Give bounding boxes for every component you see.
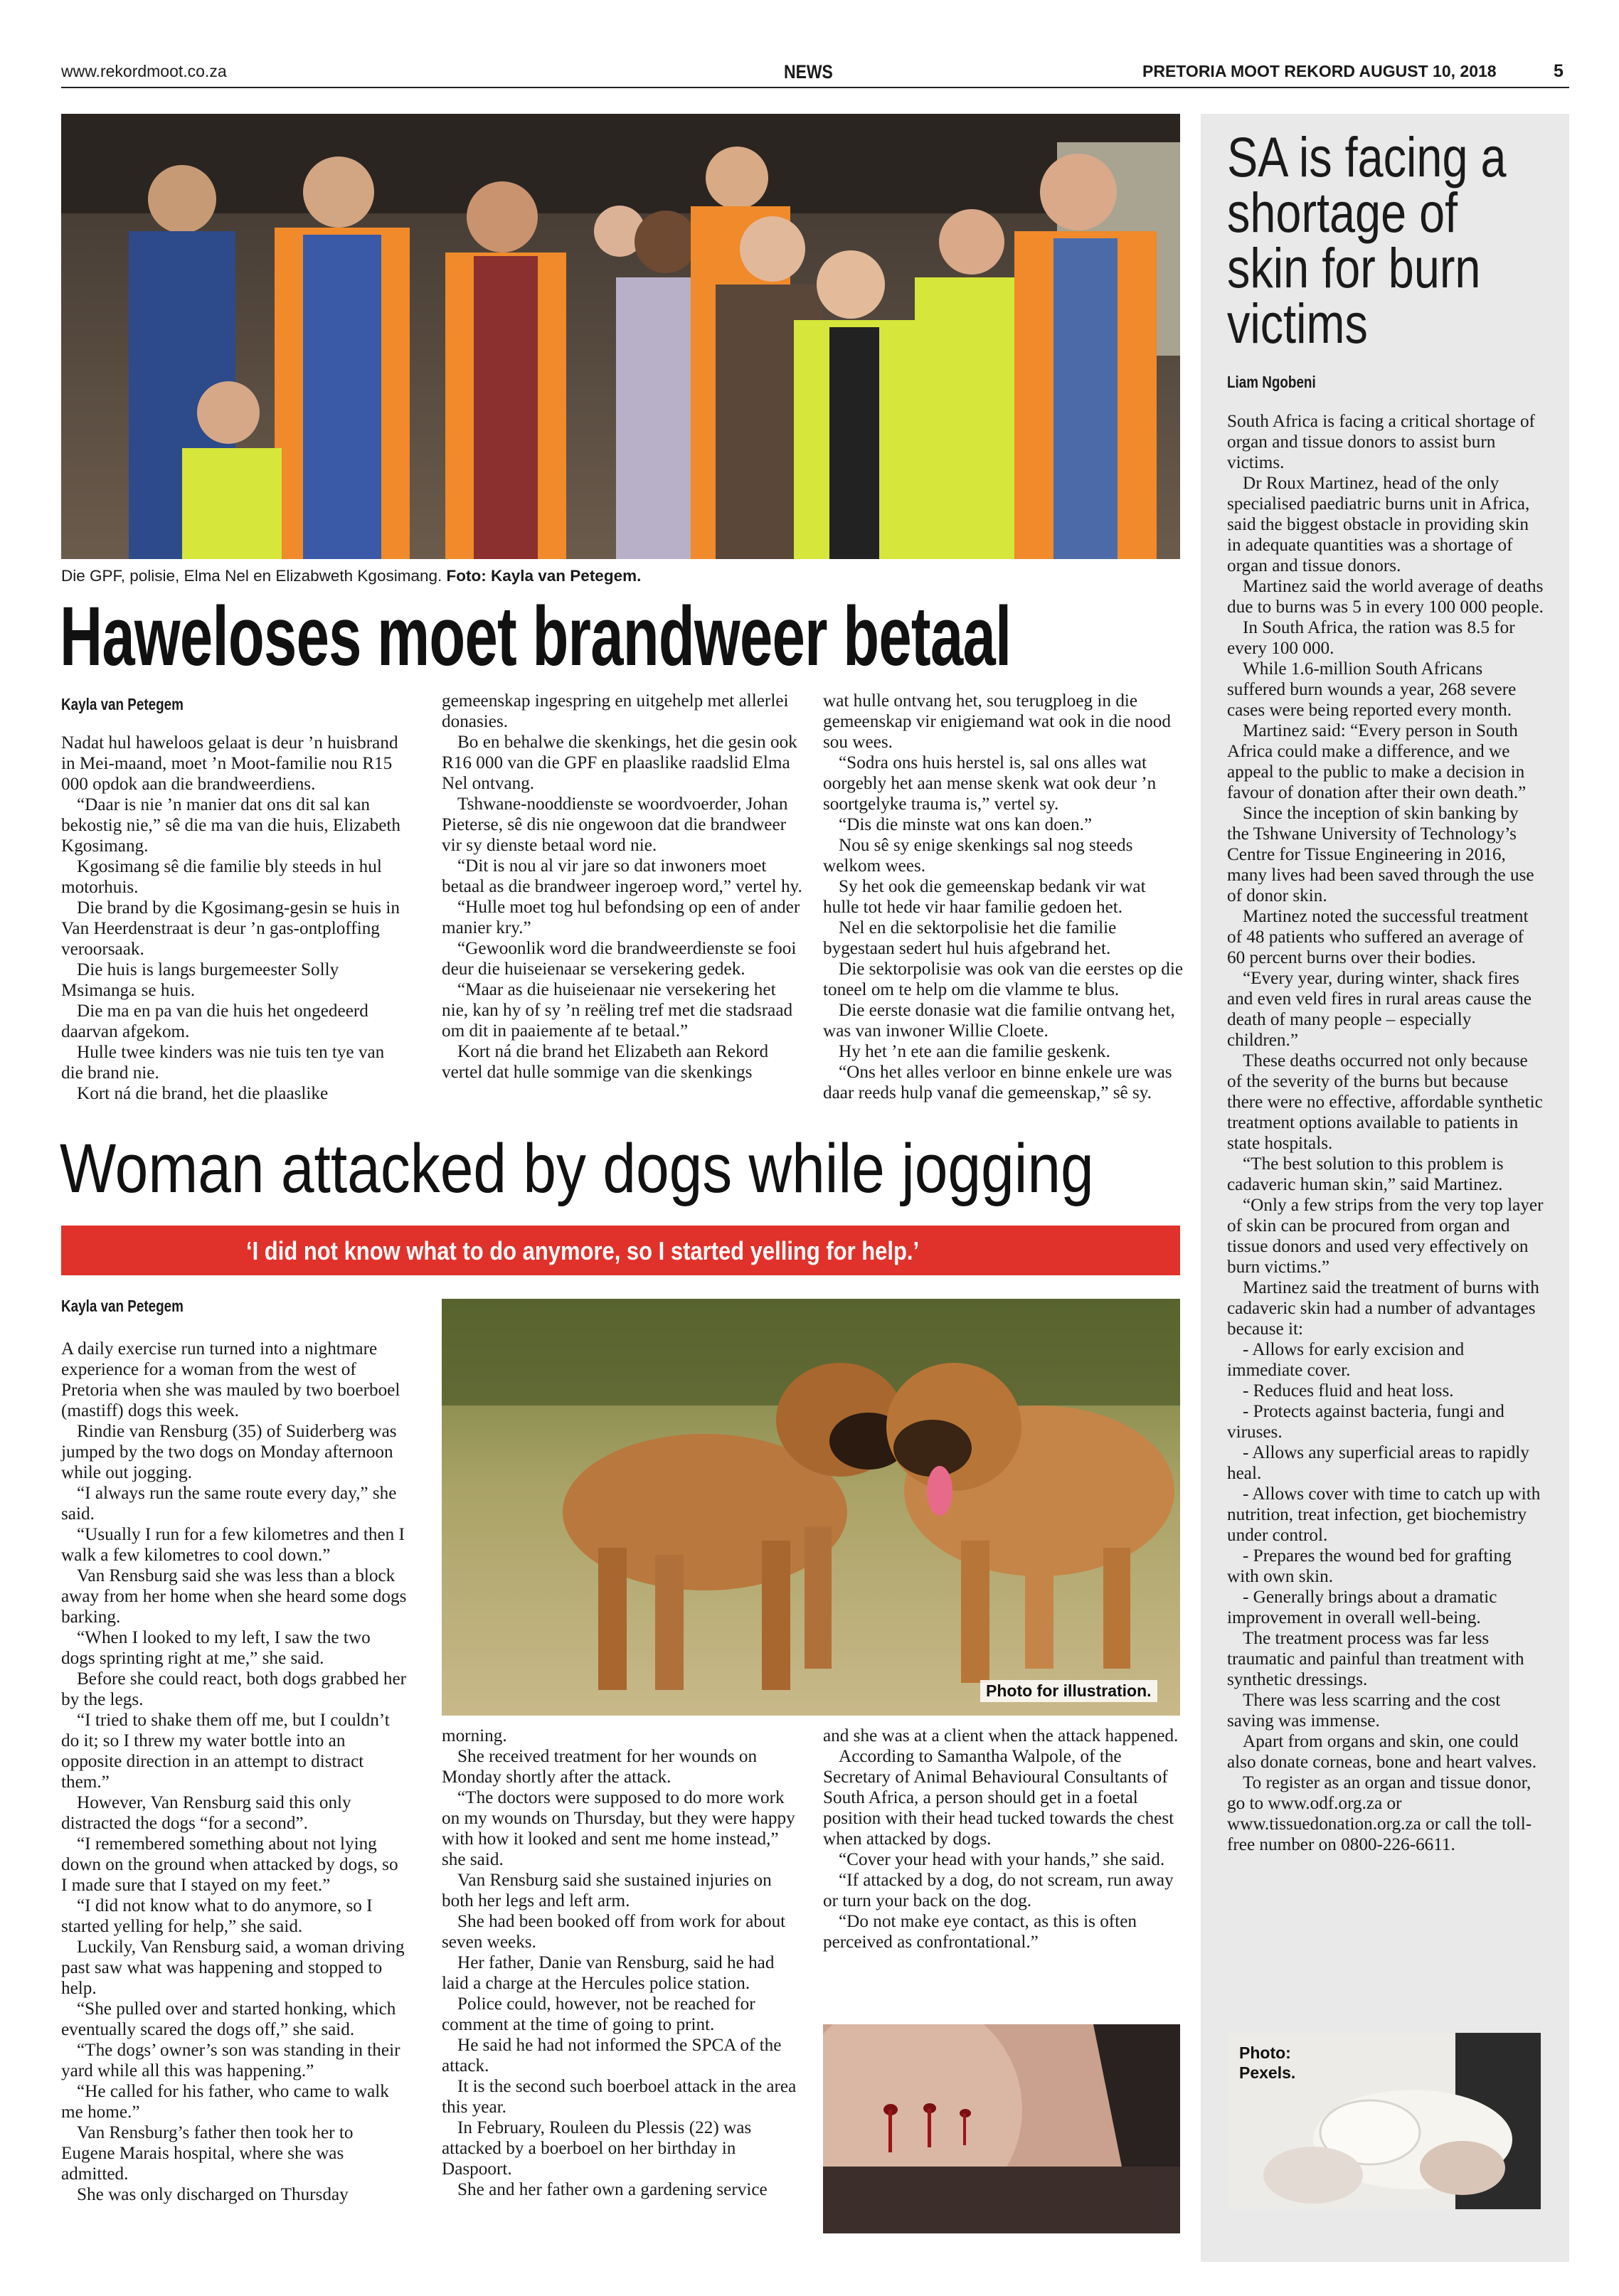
- paragraph: “I always run the same route every day,” she said.: [61, 1484, 397, 1524]
- paragraph: “She pulled over and started honking, which eventually scared the dogs off,” she said.: [61, 1999, 396, 2039]
- caption-line: Photo:: [1239, 2043, 1291, 2062]
- caption-line: Pexels.: [1239, 2063, 1296, 2082]
- wound-photo: [823, 2024, 1180, 2233]
- paragraph: Martinez said the treatment of burns with cadaveric skin had a number of advantages because it:: [1227, 1278, 1539, 1339]
- list-item: - Allows any superficial areas to rapidly heal.: [1227, 1443, 1529, 1483]
- group-photo-caption: [61, 567, 641, 585]
- paragraph: He said he had not informed the SPCA of the attack.: [442, 2036, 782, 2076]
- paragraph: Martinez said: “Every person in South Africa could make a difference, and we appeal to the public to make a decision in favour of donation after their own death.”: [1227, 721, 1527, 802]
- sidebar-body: [1227, 411, 1544, 1855]
- paragraph: “I remembered something about not lying down on the ground when attacked by dogs, so I made sure that I stayed on my feet.”: [61, 1834, 398, 1895]
- paragraph: South Africa is facing a critical shortage of organ and tissue donors to assist burn victims.: [1227, 412, 1535, 472]
- paragraph: “The best solution to this problem is cadaveric human skin,” said Martinez.: [1227, 1154, 1504, 1194]
- story1-column-3: [823, 691, 1184, 1103]
- paragraph: According to Samantha Walpole, of the Secretary of Animal Behavioural Consultants of South Africa, a person should get in a foetal position with their head tucked towards the chest when attacked by dogs.: [823, 1747, 1174, 1849]
- paragraph: Kgosimang sê die familie bly steeds in hul motorhuis.: [61, 857, 382, 897]
- paragraph: “Dis die minste wat ons kan doen.”: [839, 815, 1093, 834]
- paragraph: “Sodra ons huis herstel is, sal ons alles wat oorgebly het aan mense skenk wat ook deur ’n soortgelyke trauma is,” vertel sy.: [823, 753, 1157, 814]
- paragraph: In South Africa, the ration was 8.5 for every 100 000.: [1227, 618, 1515, 658]
- paragraph: Die eerste donasie wat die familie ontvang het, was van inwoner Willie Cloete.: [823, 1001, 1175, 1041]
- wound-photo-illustration: [823, 2024, 1180, 2233]
- list-item: - Generally brings about a dramatic improvement in overall well-being.: [1227, 1588, 1497, 1627]
- story2-byline: Kayla van Petegem: [61, 1297, 184, 1315]
- dogs-photo-illustration: [442, 1299, 1180, 1716]
- site-url: www.rekordmoot.co.za: [61, 62, 227, 80]
- bandage-photo: [1228, 2033, 1541, 2209]
- paragraph: There was less scarring and the cost saving was immense.: [1227, 1691, 1501, 1731]
- paragraph: Hy het ’n ete aan die familie geskenk.: [839, 1042, 1110, 1061]
- paragraph: Die huis is langs burgemeester Solly Msimanga se huis.: [61, 960, 339, 1000]
- paragraph: She received treatment for her wounds on Monday shortly after the attack.: [442, 1747, 758, 1787]
- dogs-photo-caption: Photo for illustration.: [980, 1680, 1157, 1702]
- paragraph: “If attacked by a dog, do not scream, run away or turn your back on the dog.: [823, 1871, 1174, 1910]
- paragraph: and she was at a client when the attack happened.: [823, 1726, 1179, 1745]
- list-item: - Protects against bacteria, fungi and viruses.: [1227, 1402, 1504, 1442]
- paragraph: Dr Roux Martinez, head of the only specialised paediatric burns unit in Africa, said the biggest obstacle in providing skin in adequate quantities was a shortage of organ and tissue donors.: [1227, 474, 1530, 575]
- paragraph: Bo en behalwe die skenkings, het die gesin ook R16 000 van die GPF en plaaslike raadslid Elma Nel ontvang.: [442, 733, 797, 793]
- paragraph: She had been booked off from work for about seven weeks.: [442, 1912, 786, 1952]
- paragraph: “When I looked to my left, I saw the two dogs sprinting right at me,” she said.: [61, 1628, 371, 1668]
- paragraph: “The doctors were supposed to do more work on my wounds on Thursday, but they were happy with how it looked and sent me home instead,” she said.: [442, 1788, 795, 1869]
- paragraph: “He called for his father, who came to walk me home.”: [61, 2082, 389, 2122]
- paragraph: She and her father own a gardening service: [457, 2180, 768, 2199]
- paragraph: gemeenskap ingespring en uitgehelp met allerlei donasies.: [442, 691, 789, 731]
- story2-column-2: [442, 1726, 803, 2200]
- paragraph: “Usually I run for a few kilometres and then I walk a few kilometres to cool down.”: [61, 1525, 405, 1565]
- paragraph: Van Rensburg’s father then took her to Eugene Marais hospital, where she was admitted.: [61, 2123, 354, 2184]
- paragraph: Van Rensburg said she was less than a block away from her home when she heard some dogs barking.: [61, 1566, 407, 1627]
- story1-byline: Kayla van Petegem: [61, 695, 184, 713]
- caption-credit: Foto: Kayla van Petegem.: [446, 567, 642, 585]
- paragraph: Nadat hul haweloos gelaat is deur ’n huisbrand in Mei-maand, moet ’n Moot-familie nou R15 000 opdok aan die brandweerdiens.: [61, 733, 398, 794]
- story1-column-2: [442, 691, 803, 1083]
- paragraph: Van Rensburg said she sustained injuries on both her legs and left arm.: [442, 1871, 772, 1910]
- paragraph: She was only discharged on Thursday: [77, 2185, 349, 2204]
- paragraph: Rindie van Rensburg (35) of Suiderberg was jumped by the two dogs on Monday afternoon while out jogging.: [61, 1422, 397, 1482]
- story2-headline: Woman attacked by dogs while jogging: [60, 1130, 1094, 1207]
- paragraph: Before she could react, both dogs grabbed her by the legs.: [61, 1669, 407, 1709]
- paragraph: “Maar as die huiseienaar nie versekering het nie, kan hy of sy ’n reëling tref met die stadsraad om dit in paaiemente af te betaal.”: [442, 980, 793, 1041]
- story2-column-1: [61, 1339, 408, 2205]
- paragraph: However, Van Rensburg said this only distracted the dogs “for a second”.: [61, 1793, 351, 1833]
- publication-date: PRETORIA MOOT REKORD AUGUST 10, 2018: [1142, 62, 1497, 80]
- pullquote-text: ‘I did not know what to do anymore, so I started yelling for help.’: [246, 1236, 920, 1265]
- group-photo: [61, 114, 1180, 559]
- story2-column-3: [823, 1726, 1184, 1952]
- page-number: 5: [1554, 61, 1564, 81]
- paragraph: In February, Rouleen du Plessis (22) was attacked by a boerboel on her birthday in Daspoort.: [442, 2118, 752, 2179]
- paragraph: To register as an organ and tissue donor, go to www.odf.org.za or www.tissuedonation.org.za or call the toll-free number on 0800-226-6611.: [1227, 1773, 1532, 1854]
- story1-column-1: [61, 733, 408, 1104]
- list-item: - Prepares the wound bed for grafting with own skin.: [1227, 1546, 1512, 1586]
- paragraph: Since the inception of skin banking by the Tshwane University of Technology’s Centre for Tissue Engineering in 2016, many lives had been saved through the use of donor skin.: [1227, 804, 1534, 905]
- paragraph: “Ons het alles verloor en binne enkele ure was daar reeds hulp vanaf die gemeenskap,” sê sy.: [823, 1063, 1172, 1102]
- paragraph: morning.: [442, 1726, 507, 1745]
- dogs-photo: [442, 1299, 1180, 1716]
- paragraph: “Hulle moet tog hul befondsing op een of ander manier kry.”: [442, 898, 800, 937]
- paragraph: “Cover your head with your hands,” she said.: [839, 1850, 1165, 1869]
- paragraph: Sy het ook die gemeenskap bedank vir wat hulle tot hede vir haar familie gedoen het.: [823, 877, 1146, 917]
- paragraph: “Gewoonlik word die brandweerdienste se fooi deur die huiseienaar se versekering gedek.: [442, 939, 797, 979]
- section-label: NEWS: [784, 61, 833, 83]
- header-rule: [61, 87, 1569, 88]
- paragraph: “Every year, during winter, shack fires and even veld fires in rural areas cause the death of many people – especially children.”: [1227, 969, 1532, 1050]
- paragraph: It is the second such boerboel attack in the area this year.: [442, 2077, 797, 2117]
- paragraph: Tshwane-nooddienste se woordvoerder, Johan Pieterse, sê dis nie ongewoon dat die brandweer vir sy dienste betaal word nie.: [442, 794, 788, 855]
- paragraph: Luckily, Van Rensburg said, a woman driving past saw what was happening and stopped to help.: [61, 1938, 405, 1998]
- paragraph: While 1.6-million South Africans suffered burn wounds a year, 268 severe cases were being reported every month.: [1227, 659, 1517, 720]
- paragraph: “The dogs’ owner’s son was standing in their yard while all this was happening.”: [61, 2041, 400, 2080]
- paragraph: Nel en die sektorpolisie het die familie bygestaan sedert hul huis afgebrand het.: [823, 918, 1117, 958]
- paragraph: “Only a few strips from the very top layer of skin can be procured from organ and tissue donors and used very effectively on burn victims.”: [1227, 1196, 1544, 1277]
- list-item: - Allows for early excision and immediate cover.: [1227, 1340, 1465, 1380]
- paragraph: Police could, however, not be reached for comment at the time of going to print.: [442, 1994, 755, 2034]
- sidebar-headline: SA is facing a shortage of skin for burn victims: [1227, 125, 1507, 355]
- paragraph: Die brand by die Kgosimang-gesin se huis in Van Heerdenstraat is deur ’n gas-ontploffing veroorsaak.: [61, 898, 400, 959]
- paragraph: Die sektorpolisie was ook van die eerstes op die toneel om te help om die vlamme te blus.: [823, 960, 1184, 999]
- list-item: - Reduces fluid and heat loss.: [1243, 1381, 1454, 1401]
- paragraph: Kort ná die brand, het die plaaslike: [77, 1084, 329, 1103]
- paragraph: Apart from organs and skin, one could also donate corneas, bone and heart valves.: [1227, 1732, 1537, 1772]
- sidebar-byline: Liam Ngobeni: [1227, 373, 1316, 391]
- paragraph: Martinez noted the successful treatment of 48 patients who suffered an average of 60 percent burns over their bodies.: [1227, 907, 1529, 967]
- paragraph: The treatment process was far less traumatic and painful than treatment with synthetic dressings.: [1227, 1629, 1524, 1689]
- group-photo-illustration: [61, 114, 1180, 559]
- paragraph: “Dit is nou al vir jare so dat inwoners moet betaal as die brandweer ingeroep word,” vertel hy.: [442, 856, 802, 896]
- story1-headline: Haweloses moet brandweer betaal: [60, 590, 1012, 684]
- paragraph: “I tried to shake them off me, but I couldn’t do it; so I threw my water bottle into an opposite direction in an attempt to distract them.”: [61, 1711, 390, 1792]
- paragraph: Die ma en pa van die huis het ongedeerd daarvan afgekom.: [61, 1001, 368, 1041]
- paragraph: A daily exercise run turned into a nightmare experience for a woman from the west of Pretoria when she was mauled by two boerboel (mastiff) dogs this week.: [61, 1339, 400, 1420]
- paragraph: wat hulle ontvang het, sou terugploeg in die gemeenskap vir enigiemand wat ook in die nood sou wees.: [823, 691, 1171, 752]
- paragraph: “Do not make eye contact, as this is often perceived as confrontational.”: [823, 1912, 1137, 1952]
- paragraph: Her father, Danie van Rensburg, said he had laid a charge at the Hercules police station.: [442, 1953, 775, 1993]
- paragraph: These deaths occurred not only because of the severity of the burns but because there were no effective, affordable synthetic treatment options available to patients in state hospitals.: [1227, 1051, 1543, 1153]
- paragraph: “Daar is nie ’n manier dat ons dit sal kan bekostig nie,” sê die ma van die huis, Elizabeth Kgosimang.: [61, 795, 401, 856]
- paragraph: “I did not know what to do anymore, so I started yelling for help,” she said.: [61, 1896, 373, 1936]
- paragraph: Hulle twee kinders was nie tuis ten tye van die brand nie.: [61, 1043, 385, 1083]
- list-item: - Allows cover with time to catch up with nutrition, treat infection, get biochemistry under control.: [1227, 1484, 1541, 1545]
- paragraph: Nou sê sy enige skenkings sal nog steeds welkom wees.: [823, 836, 1133, 876]
- bandage-photo-caption: [1239, 2043, 1295, 2083]
- caption-text: Die GPF, polisie, Elma Nel en Elizabweth Kgosimang.: [61, 567, 442, 585]
- paragraph: Kort ná die brand het Elizabeth aan Rekord vertel dat hulle sommige van die skenkings: [442, 1042, 769, 1082]
- paragraph: Martinez said the world average of deaths due to burns was 5 in every 100 000 people.: [1227, 577, 1544, 617]
